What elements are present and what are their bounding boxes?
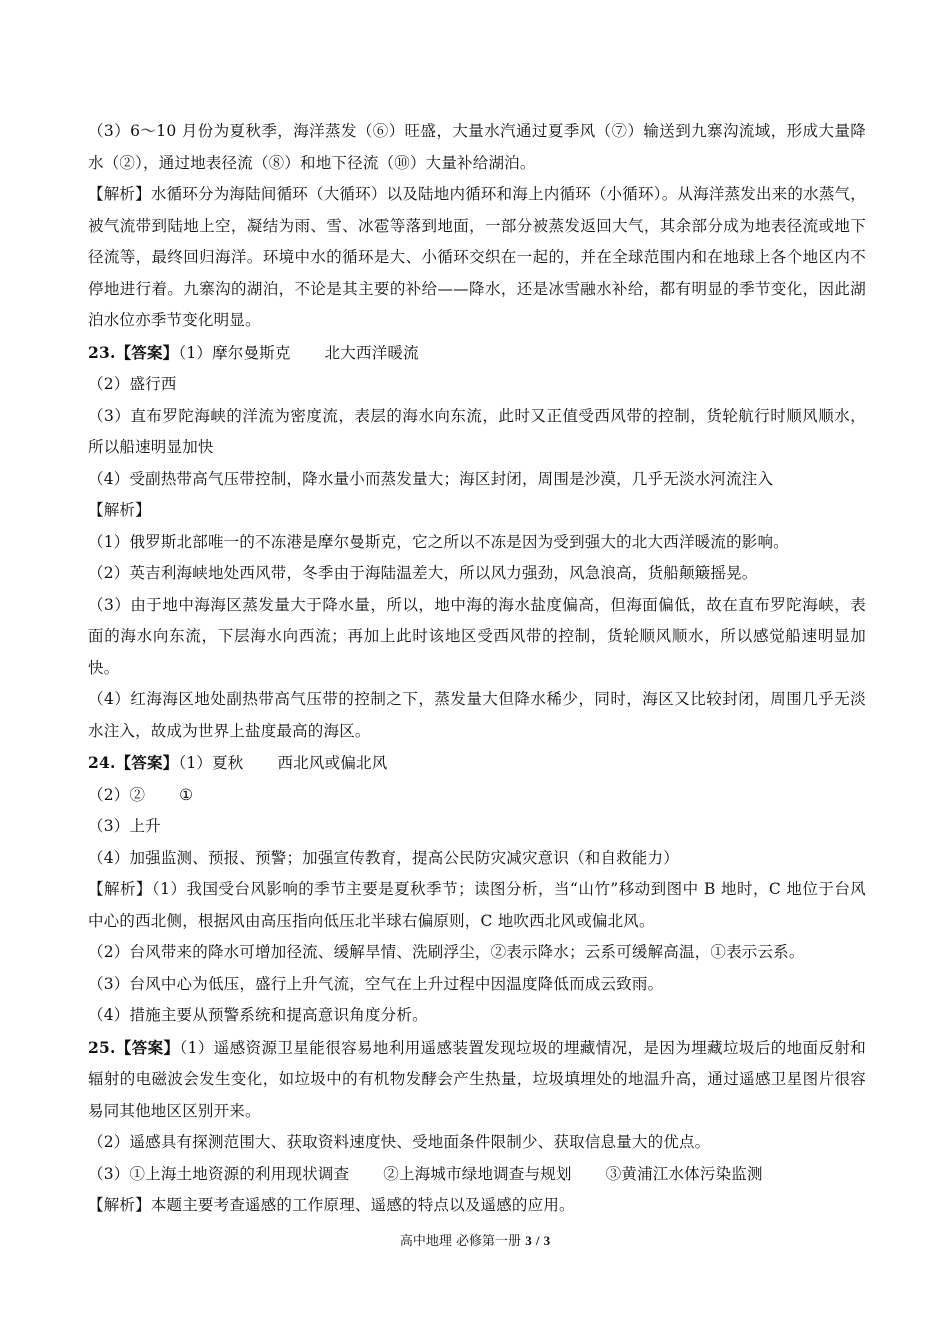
text-line: 本题主要考查遥感的工作原理、遥感的特点以及遥感的应用。 <box>150 1196 575 1214</box>
q23-analysis-part1 <box>88 527 866 559</box>
document-body <box>88 116 866 1222</box>
analysis-tag: 【解析】 <box>88 880 152 898</box>
text-line: （3）①上海土地资源的利用现状调查 <box>88 1164 350 1183</box>
q23-analysis-tag <box>88 495 866 527</box>
answer-tag: 【答案】 <box>115 1037 180 1057</box>
text-line: 北大西洋暖流 <box>324 343 419 362</box>
text-line: （2）英吉利海峡地处西风带，冬季由于海陆温差大，所以风力强劲，风急浪高，货船颠簸摇晃。 <box>88 564 758 582</box>
analysis-tag: 【解析】 <box>88 1196 151 1214</box>
text-line: （1）我国受台风影响的季节主要是夏秋季节；读图分析，当“山竹”移动到图中 B 地时，C 地位于台风中心的西北侧，根据风由高压指向低压北半球右偏原则，C 地吹西北风或偏北风。 <box>88 880 866 930</box>
analysis-tag: 【解析】 <box>88 501 151 519</box>
text-line: （4）措施主要从预警系统和提高意识角度分析。 <box>88 1006 428 1024</box>
q23-answer-part1 <box>88 337 866 370</box>
q25-answer-part3 <box>88 1159 866 1191</box>
q25-answer-part1 <box>88 1032 866 1128</box>
text-line: （3）台风中心为低压，盛行上升气流，空气在上升过程中因温度降低而成云致雨。 <box>88 974 664 993</box>
text-line: （2）台风带来的降水可增加径流、缓解旱情、洗刷浮尘，②表示降水；云系可缓解高温，①表示云系。 <box>88 943 805 961</box>
q24-answer-part2 <box>88 780 866 812</box>
text-line: ③黄浦江水体污染监测 <box>605 1164 763 1183</box>
question-number: 25. <box>88 1037 116 1057</box>
q25-answer-part2 <box>88 1127 866 1159</box>
q23-analysis-part3 <box>88 590 866 685</box>
page-number: 3 <box>525 1233 532 1248</box>
q23-analysis-part4 <box>88 684 866 747</box>
q24-analysis-part3 <box>88 969 866 1001</box>
text-line: （1）俄罗斯北部唯一的不冻港是摩尔曼斯克，它之所以不冻是因为受到强大的北大西洋暖流的影响。 <box>88 532 789 551</box>
text-line: （3）6～10 月份为夏秋季，海洋蒸发（⑥）旺盛，大量水汽通过夏季风（⑦）输送到九寨沟流域，形成大量降水（②），通过地表径流（⑧）和地下径流（⑩）大量补给湖泊。 <box>88 122 866 172</box>
text-line: 西北风或偏北风 <box>277 754 388 772</box>
footer-title: 高中地理 必修第一册 <box>399 1234 522 1249</box>
text-line: 水循环分为海陆间循环（大循环）以及陆地内循环和海上内循环（小循环）。从海洋蒸发出来的水蒸气，被气流带到陆地上空，凝结为雨、雪、冰雹等落到地面，一部分被蒸发返回大气，其余部分成为地表径流或地下径流等，最终回归海洋。环境中水的循环是大、小循环交织在一起的，并在全球范围内和在地球上各个地区内不停地进行着。九寨沟的湖泊，不论是其主要的补给——降水，还是冰雪融水补给，都有明显的季节变化，因此湖泊水位亦季节变化明显。 <box>88 185 866 329</box>
q23-answer-part2 <box>88 369 866 401</box>
question-number: 24. <box>88 753 116 772</box>
answer-tag: 【答案】 <box>115 753 179 772</box>
page-footer <box>0 1230 950 1249</box>
text-line: （4）受副热带高气压带控制，降水量小而蒸发量大；海区封闭，周围是沙漠，几乎无淡水河流注入 <box>88 469 774 488</box>
q23-answer-part3 <box>88 401 866 464</box>
text-line: （4）红海海区地处副热带高气压带的控制之下，蒸发量大但降水稀少，同时，海区又比较封闭，周围几乎无淡水注入，故成为世界上盐度最高的海区。 <box>88 690 866 740</box>
text-line: ① <box>179 785 194 804</box>
q24-answer-part3 <box>88 811 866 843</box>
q23-answer-part4 <box>88 464 866 496</box>
text-line: ②上海城市绿地调查与规划 <box>383 1164 572 1183</box>
q23-analysis-part2 <box>88 558 866 590</box>
q22-analysis <box>88 179 866 337</box>
q24-analysis-part2 <box>88 937 866 969</box>
page-total: 3 <box>543 1233 551 1248</box>
text-line: （3）由于地中海海区蒸发量大于降水量，所以，地中海的海水盐度偏高，但海面偏低，故在直布罗陀海峡，表面的海水向东流，下层海水向西流；再加上此时该地区受西风带的控制，货轮顺风顺水，所以感觉船速明显加快。 <box>88 595 866 677</box>
text-line: （1）摩尔曼斯克 <box>178 343 291 362</box>
answer-tag: 【答案】 <box>115 342 179 362</box>
text-line: （3）直布罗陀海峡的洋流为密度流，表层的海水向东流，此时又正值受西风带的控制，货轮航行时顺风顺水，所以船速明显加快 <box>88 406 866 456</box>
q24-answer-part4 <box>88 843 866 875</box>
text-line: （2）② <box>88 785 146 804</box>
q24-analysis-part4 <box>88 1000 866 1032</box>
q24-answer-part1 <box>88 747 866 780</box>
text-line: （2）盛行西 <box>88 375 177 393</box>
page-separator: / <box>535 1233 540 1248</box>
analysis-tag: 【解析】 <box>88 185 151 203</box>
text-line: （2）遥感具有探测范围大、获取资料速度快、受地面条件限制少、获取信息量大的优点。 <box>88 1133 711 1151</box>
text-line: （3）上升 <box>88 817 161 835</box>
q24-analysis-part1 <box>88 874 866 937</box>
q22-answer-part3 <box>88 116 866 179</box>
question-number: 23. <box>88 342 116 362</box>
text-line: （4）加强监测、预报、预警；加强宣传教育，提高公民防灾减灾意识（和自救能力） <box>88 848 679 867</box>
text-line: （1）遥感资源卫星能很容易地利用遥感装置发现垃圾的埋藏情况，是因为埋藏垃圾后的地面反射和辐射的电磁波会发生变化，如垃圾中的有机物发酵会产生热量，垃圾填埋处的地温升高，通过遥感卫星图片很容易同其他地区区别开来。 <box>88 1038 866 1120</box>
text-line: （1）夏秋 <box>178 754 244 772</box>
q25-analysis <box>88 1190 866 1222</box>
